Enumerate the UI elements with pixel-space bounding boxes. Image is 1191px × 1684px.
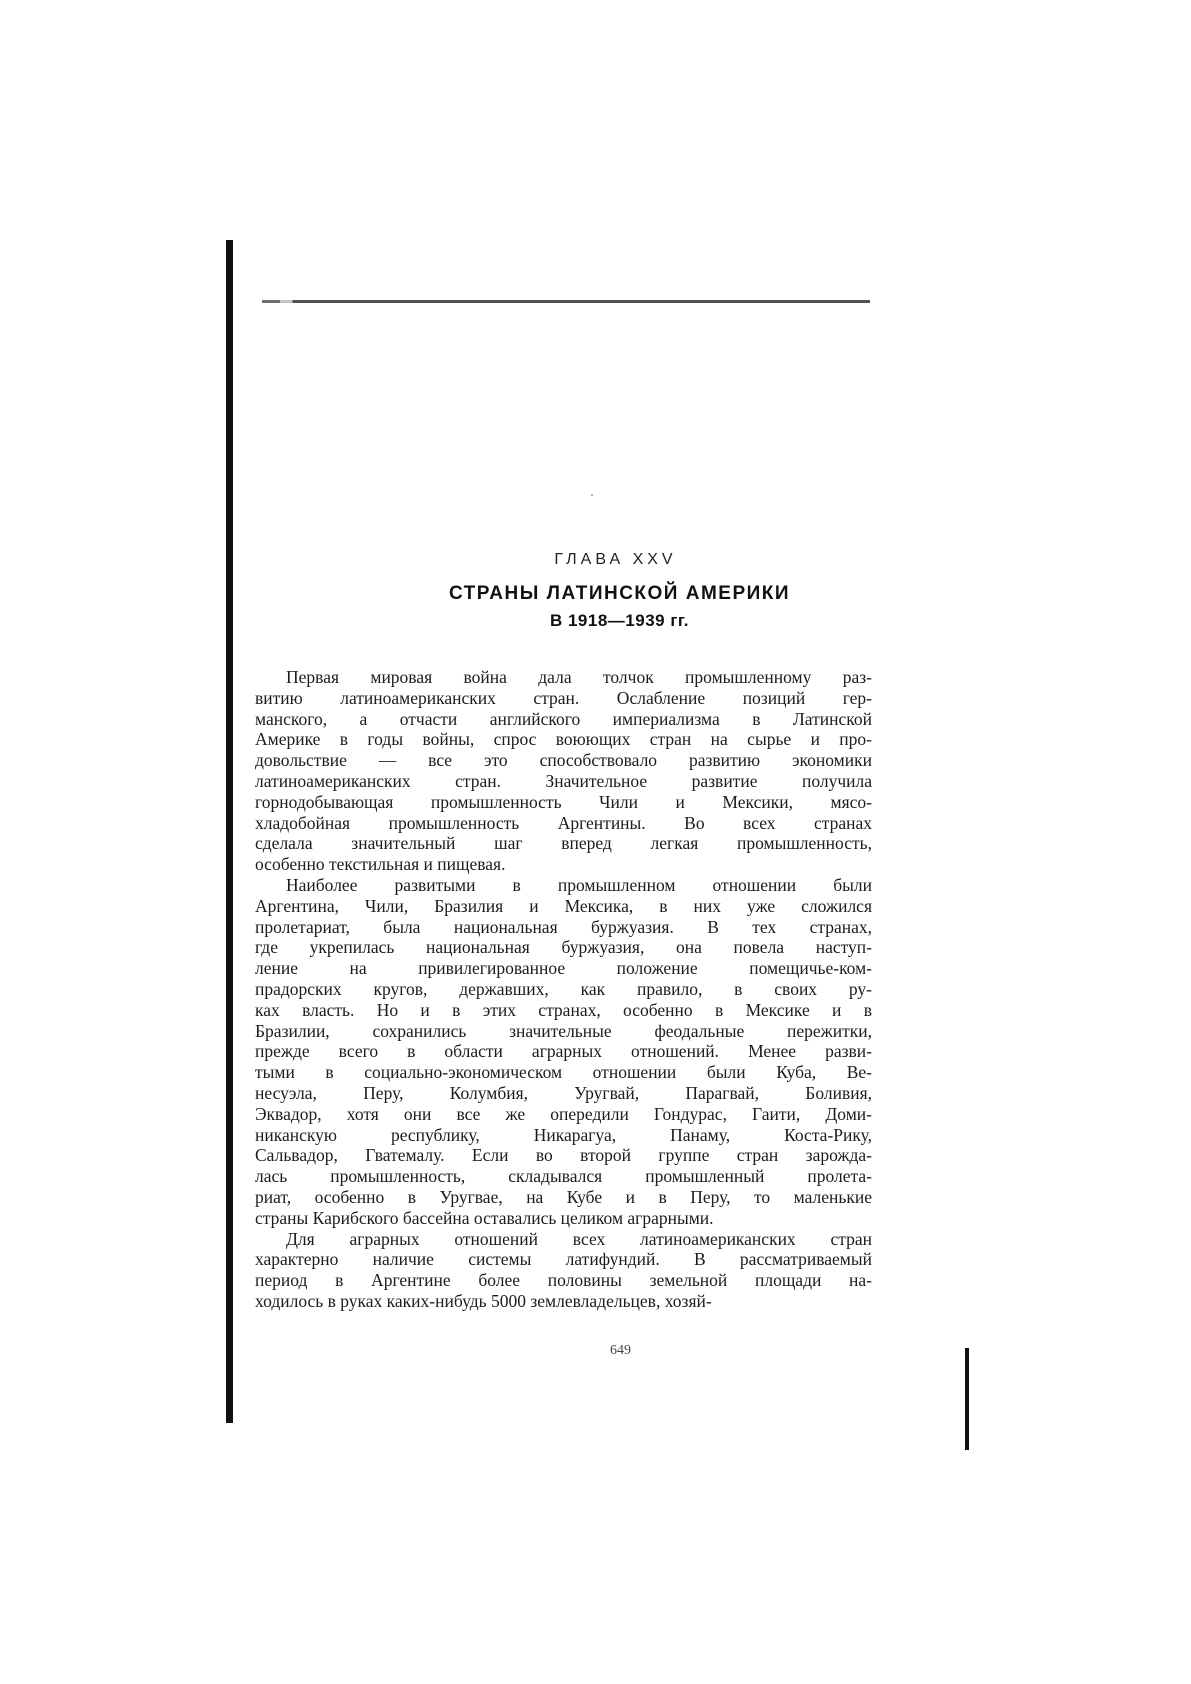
text-line: прежде всего в области аграрных отношений. Менее разви-: [255, 1041, 872, 1062]
text-line: латиноамериканских стран. Значительное развитие получила: [255, 770, 872, 791]
text-line: где укрепилась национальная буржуазия, она повела наступ-: [255, 937, 872, 958]
text-line: Наиболее развитыми в промышленном отношении были: [286, 874, 872, 895]
text-line: особенно текстильная и пищевая.: [255, 854, 506, 875]
text-line: никанскую республику, Никарагуа, Панаму, Коста-Рику,: [255, 1124, 872, 1145]
text-line: страны Карибского бассейна оставались целиком аграрными.: [255, 1207, 714, 1228]
text-line: горнодобывающая промышленность Чили и Мексики, мясо-: [255, 791, 872, 812]
text-line: пролетариат, была национальная буржуазия. В тех странах,: [255, 916, 872, 937]
text-line: лась промышленность, складывался промышленный пролета-: [255, 1166, 872, 1187]
text-line: Для аграрных отношений всех латиноамериканских стран: [286, 1228, 872, 1249]
chapter-title: СТРАНЫ ЛАТИНСКОЙ АМЕРИКИ: [448, 583, 791, 604]
body-text: [255, 667, 872, 1312]
text-line: витию латиноамериканских стран. Ослабление позиций гер-: [255, 687, 872, 708]
chapter-label: ГЛАВА XXV: [554, 551, 677, 568]
text-line: ках власть. Но и в этих странах, особенно в Мексике и в: [255, 999, 872, 1020]
scan-speck: [591, 494, 593, 496]
text-line: риат, особенно в Уругвае, на Кубе и в Перу, то маленькие: [255, 1186, 872, 1207]
text-line: Аргентина, Чили, Бразилия и Мексика, в них уже сложился: [255, 895, 872, 916]
text-line: период в Аргентине более половины земельной площади на-: [255, 1270, 872, 1291]
header-rule: [262, 300, 870, 303]
text-line: несуэла, Перу, Колумбия, Уругвай, Парагвай, Боливия,: [255, 1082, 872, 1103]
text-line: Америке в годы войны, спрос воюющих стран на сырье и про-: [255, 729, 872, 750]
page-number: 649: [610, 1343, 631, 1358]
text-line: Бразилии, сохранились значительные феодальные пережитки,: [255, 1020, 872, 1041]
text-line: сделала значительный шаг вперед легкая промышленность,: [255, 833, 872, 854]
text-line: хладобойная промышленность Аргентины. Во всех странах: [255, 812, 872, 833]
text-line: ходилось в руках каких-нибудь 5000 землевладельцев, хозяй-: [255, 1290, 712, 1311]
text-line: прадорских кругов, державших, как правило, в своих ру-: [255, 978, 872, 999]
text-line: Первая мировая война дала толчок промышленному раз-: [286, 667, 872, 687]
text-line: Сальвадор, Гватемалу. Если во второй группе стран зарожда-: [255, 1145, 872, 1166]
text-line: довольствие — все это способствовало развитию экономики: [255, 750, 872, 771]
chapter-subtitle: В 1918—1939 гг.: [549, 611, 690, 630]
text-line: тыми в социально-экономическом отношении были Куба, Ве-: [255, 1062, 872, 1083]
scan-edge-right: [965, 1348, 969, 1450]
scan-edge-left: [226, 240, 233, 1423]
text-line: характерно наличие системы латифундий. В рассматриваемый: [255, 1249, 872, 1270]
text-line: Эквадор, хотя они все же опередили Гондурас, Гаити, Доми-: [255, 1103, 872, 1124]
text-line: ление на привилегированное положение помещичье-ком-: [255, 958, 872, 979]
text-line: манского, а отчасти английского империализма в Латинской: [255, 708, 872, 729]
